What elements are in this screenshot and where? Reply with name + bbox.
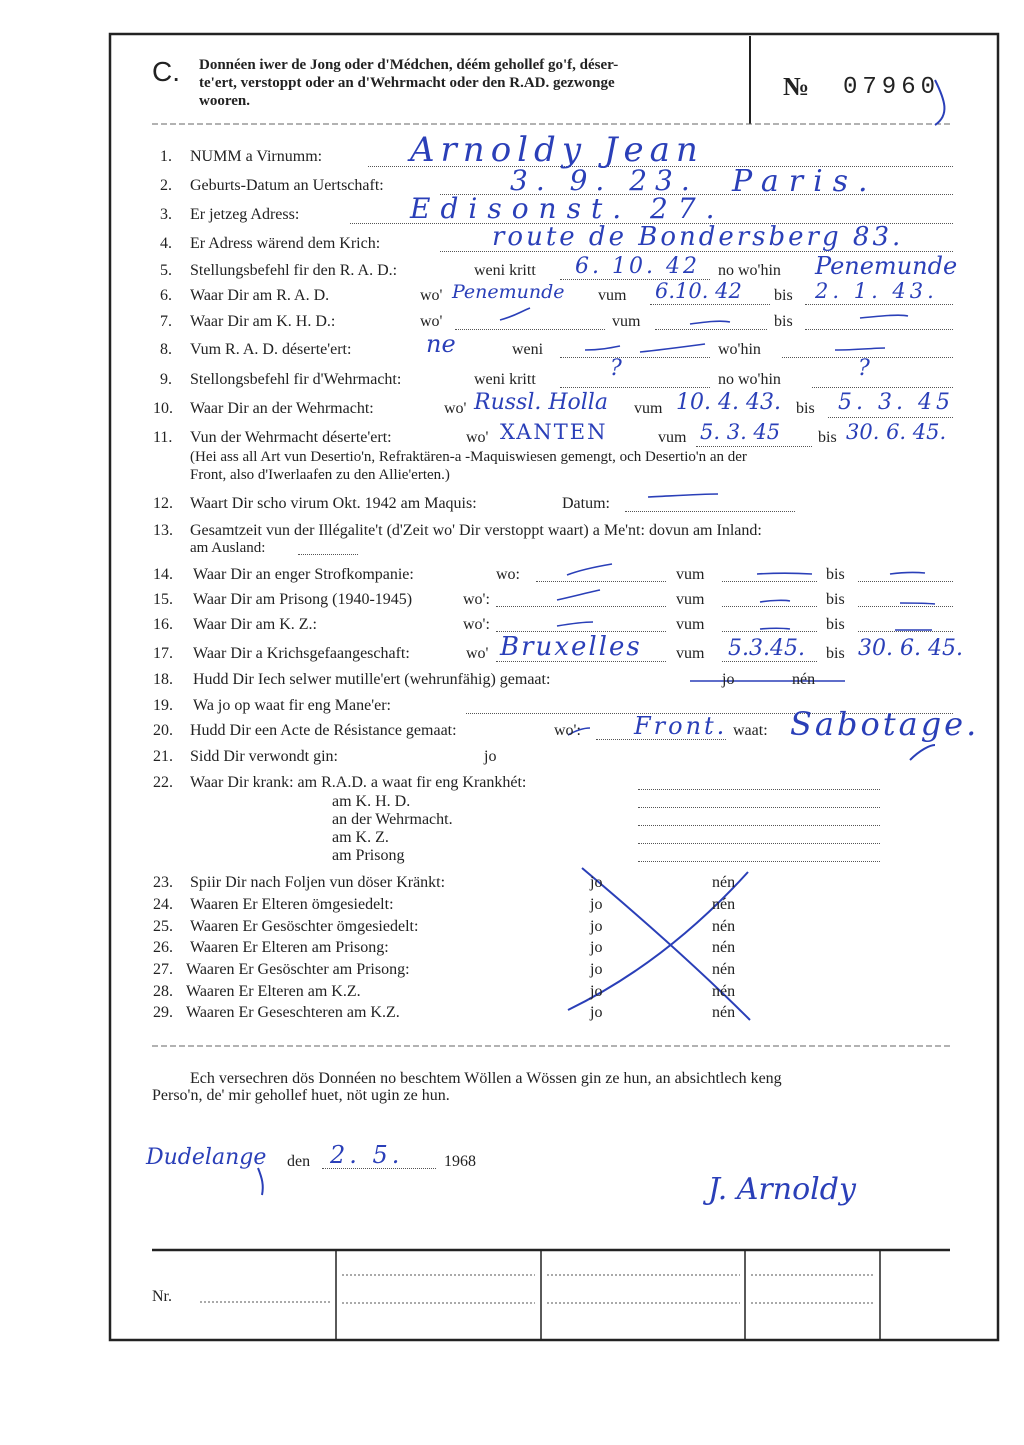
q6-label: Waar Dir am R. A. D. [190,287,330,304]
q11-note: Front, also d'Iwerlaafen zu den Allie'erten.) [190,467,450,483]
q10-answer-place: Russl. Holla [474,390,608,415]
q4-number: 4. [160,235,172,252]
q19-label: Wa jo op waat fir eng Mane'er: [193,697,391,714]
q10-answer-to: 5. 3. 45 [838,390,954,415]
q8-weni: weni [512,341,544,358]
q16-number: 16. [153,616,173,633]
q4-answer: route de Bondersberg 83. [492,222,904,252]
q20-answer-what: Sabotage. [790,705,980,743]
q6-vum: vum [598,287,627,304]
form-number: 07960 [843,74,941,101]
q7-bis: bis [774,313,793,330]
section-title [199,56,739,110]
q14-line-to [858,581,953,582]
q7-label: Waar Dir am K. H. D.: [190,313,336,330]
q17-answer-to: 30. 6. 45. [858,636,963,661]
q14-wo: wo: [496,566,520,583]
q17-line-from [722,661,817,662]
q27-nen: nén [712,961,736,978]
q27-jo: jo [590,961,603,978]
q24-nen: nén [712,896,736,913]
q11-wo: wo' [466,429,489,446]
declaration-line: Ech versechren dös Donnéen no beschtem Wöllen a Wössen gin ze hun, an absichtlech keng [190,1070,782,1087]
q22-line [638,807,880,808]
q25-jo: jo [590,918,603,935]
q2-label: Geburts-Datum an Uertschaft: [190,177,384,194]
nr-label: Nr. [152,1288,172,1305]
q22-line [638,789,880,790]
q10-line-to [828,417,953,418]
q1-answer-name: Arnoldy Jean [410,130,704,170]
q6-answer-to: 2. 1. 43. [815,279,938,303]
q11-answer-to: 30. 6. 45. [846,420,947,444]
q7-line-where [455,329,605,330]
q18-label: Hudd Dir Iech selwer mutille'ert (wehrunfähig) gemaat: [193,671,551,688]
q2-answer-place: Paris. [732,164,878,199]
declaration-line: Perso'n, de' mir gehollef huet, nöt ugin ze hun. [152,1087,450,1104]
section-letter: C. [152,56,180,87]
q13-ausland: am Ausland: [190,540,266,556]
q11-answer-from: 5. 3. 45 [700,420,781,444]
q29-number: 29. [153,1004,173,1021]
q10-answer-from: 10. 4. 43. [676,390,781,415]
q11-note: (Hei ass all Art vun Desertio'n, Refraktären-a -Maquiswiesen gemengt, och Desertio'n an der [190,449,747,465]
q15-wo: wo': [463,591,490,608]
q9-wohin: no wo'hin [718,371,781,388]
q5-answer-date: 6. 10. 42 [575,254,700,279]
q5-wohin: no wo'hin [718,262,781,279]
q11-vum: vum [658,429,687,446]
signing-date: 2. 5. [330,1141,404,1169]
den-label: den [287,1153,311,1170]
q14-number: 14. [153,566,173,583]
q17-wo: wo' [466,645,489,662]
q21-number: 21. [153,748,173,765]
q11-line-from [696,446,812,447]
q23-nen: nén [712,874,736,891]
q15-number: 15. [153,591,173,608]
q27-label: Waaren Er Gesöschter am Prisong: [186,961,410,978]
q18-number: 18. [153,671,173,688]
q20-label: Hudd Dir een Acte de Résistance gemaat: [190,722,457,739]
q7-line-to [805,329,953,330]
q8-label: Vum R. A. D. déserte'ert: [190,341,352,358]
q26-nen: nén [712,939,736,956]
q8-line-date [560,357,710,358]
q1-label: NUMM a Virnumm: [190,148,323,165]
q12-line [625,511,795,512]
q7-number: 7. [160,313,172,330]
q11-number: 11. [153,429,173,446]
q17-answer-place: Bruxelles [500,632,642,662]
q4-label: Er Adress wärend dem Krich: [190,235,381,252]
q21-label: Sidd Dir verwondt gin: [190,748,338,765]
q20-waat: waat: [733,722,768,739]
q8-number: 8. [160,341,172,358]
q26-label: Waaren Er Elteren am Prisong: [190,939,389,956]
year-label: 1968 [444,1153,476,1170]
q24-number: 24. [153,896,173,913]
q25-nen: nén [712,918,736,935]
q1-number: 1. [160,148,172,165]
q6-bis: bis [774,287,793,304]
q29-jo: jo [590,1004,603,1021]
q28-label: Waaren Er Elteren am K.Z. [186,983,361,1000]
q10-wo: wo' [444,400,467,417]
q6-line-from [650,304,770,305]
q11-bis: bis [818,429,837,446]
q17-label: Waar Dir a Krichsgefaangeschaft: [193,645,410,662]
q9-number: 9. [160,371,172,388]
q6-line-to [805,304,953,305]
q7-wo: wo' [420,313,443,330]
q24-label: Waaren Er Elteren ömgesiedelt: [190,896,394,913]
q26-number: 26. [153,939,173,956]
q16-line-to [858,631,953,632]
q6-number: 6. [160,287,172,304]
q17-vum: vum [676,645,705,662]
q6-answer-place: Penemunde [452,281,565,303]
q10-label: Waar Dir an der Wehrmacht: [190,400,374,417]
q16-label: Waar Dir am K. Z.: [193,616,317,633]
q15-line-where [496,606,666,607]
q13-number: 13. [153,522,173,539]
q15-vum: vum [676,591,705,608]
q17-answer-from: 5.3.45. [728,636,805,661]
q11-label: Vun der Wehrmacht déserte'ert: [190,429,392,446]
q24-jo: jo [590,896,603,913]
q6-wo: wo' [420,287,443,304]
section-title-line: Donnéen iwer de Jong oder d'Médchen, déém gehollef go'f, déser- [199,57,619,73]
q22-sub: am K. Z. [332,829,389,846]
q5-weni: weni kritt [474,262,536,279]
q14-line-where [536,581,666,582]
q6-answer-from: 6.10. 42 [655,279,742,303]
q7-vum: vum [612,313,641,330]
q8-answer: ne [426,330,456,358]
q3-answer: Edisonst. 27. [410,192,725,225]
signature: J. Arnoldy [708,1172,856,1207]
q13-line [298,554,358,555]
q14-vum: vum [676,566,705,583]
q5-label: Stellungsbefehl fir den R. A. D.: [190,262,398,279]
q3-number: 3. [160,206,172,223]
q18-jo: jo [722,671,735,688]
q28-nen: nén [712,983,736,1000]
q15-line-from [722,606,817,607]
q3-label: Er jetzeg Adress: [190,206,300,223]
q12-datum: Datum: [562,495,610,512]
q22-number: 22. [153,774,173,791]
q17-bis: bis [826,645,845,662]
q22-line [638,843,880,844]
q19-number: 19. [153,697,173,714]
q10-number: 10. [153,400,173,417]
q12-number: 12. [153,495,173,512]
q2-number: 2. [160,177,172,194]
q22-line [638,861,880,862]
section-title-line: wooren. [199,93,250,109]
q18-nen: nén [792,671,816,688]
q16-vum: vum [676,616,705,633]
q22-sub: an der Wehrmacht. [332,811,453,828]
q16-bis: bis [826,616,845,633]
q28-number: 28. [153,983,173,1000]
q5-number: 5. [160,262,172,279]
q22-line [638,825,880,826]
q10-bis: bis [796,400,815,417]
q2-answer-date: 3. 9. 23. [510,164,698,197]
q22-sub: am Prisong [332,847,405,864]
q20-answer-place: Front. [634,712,728,740]
q21-jo: jo [484,748,497,765]
q15-label: Waar Dir am Prisong (1940-1945) [193,591,413,608]
q7-line-from [655,329,767,330]
section-title-line: te'ert, verstoppt oder an d'Wehrmacht oder den R.AD. gezwonge [199,75,615,91]
q29-nen: nén [712,1004,736,1021]
q25-label: Waaren Er Gesöschter ömgesiedelt: [190,918,419,935]
q29-label: Waaren Er Geseschteren am K.Z. [186,1004,400,1021]
q20-wo: wo': [554,722,581,739]
q14-bis: bis [826,566,845,583]
q9-answer-where: ? [858,356,870,381]
q16-wo: wo': [463,616,490,633]
q5-answer-place: Penemunde [815,252,958,280]
q12-label: Waart Dir scho virum Okt. 1942 am Maquis: [190,495,477,512]
q17-number: 17. [153,645,173,662]
q23-jo: jo [590,874,603,891]
q23-number: 23. [153,874,173,891]
q20-number: 20. [153,722,173,739]
q14-label: Waar Dir an enger Strofkompanie: [193,566,414,583]
q26-jo: jo [590,939,603,956]
q15-line-to [858,606,953,607]
q25-number: 25. [153,918,173,935]
q23-label: Spiir Dir nach Foljen vun döser Kränkt: [190,874,446,891]
q28-jo: jo [590,983,603,1000]
number-label: № [783,72,810,101]
signing-place: Dudelange [146,1145,267,1170]
q10-vum: vum [634,400,663,417]
q16-line-from [722,631,817,632]
q9-weni: weni kritt [474,371,536,388]
q14-line-from [722,581,817,582]
q13-label: Gesamtzeit vun der Illégalite't (d'Zeit wo' Dir verstoppt waart) a Me'nt: dovun am Inland: [190,522,762,539]
q11-answer-place: XANTEN [500,420,608,444]
q8-wohin: wo'hin [718,341,761,358]
q15-bis: bis [826,591,845,608]
q9-label: Stellongsbefehl fir d'Wehrmacht: [190,371,402,388]
q22-sub: am K. H. D. [332,793,411,810]
q9-line-where [812,387,953,388]
q22-label: Waar Dir krank: am R.A.D. a waat fir eng Krankhét: [190,774,527,791]
q9-line-date [560,387,710,388]
q27-number: 27. [153,961,173,978]
q9-answer-date: ? [610,356,622,381]
